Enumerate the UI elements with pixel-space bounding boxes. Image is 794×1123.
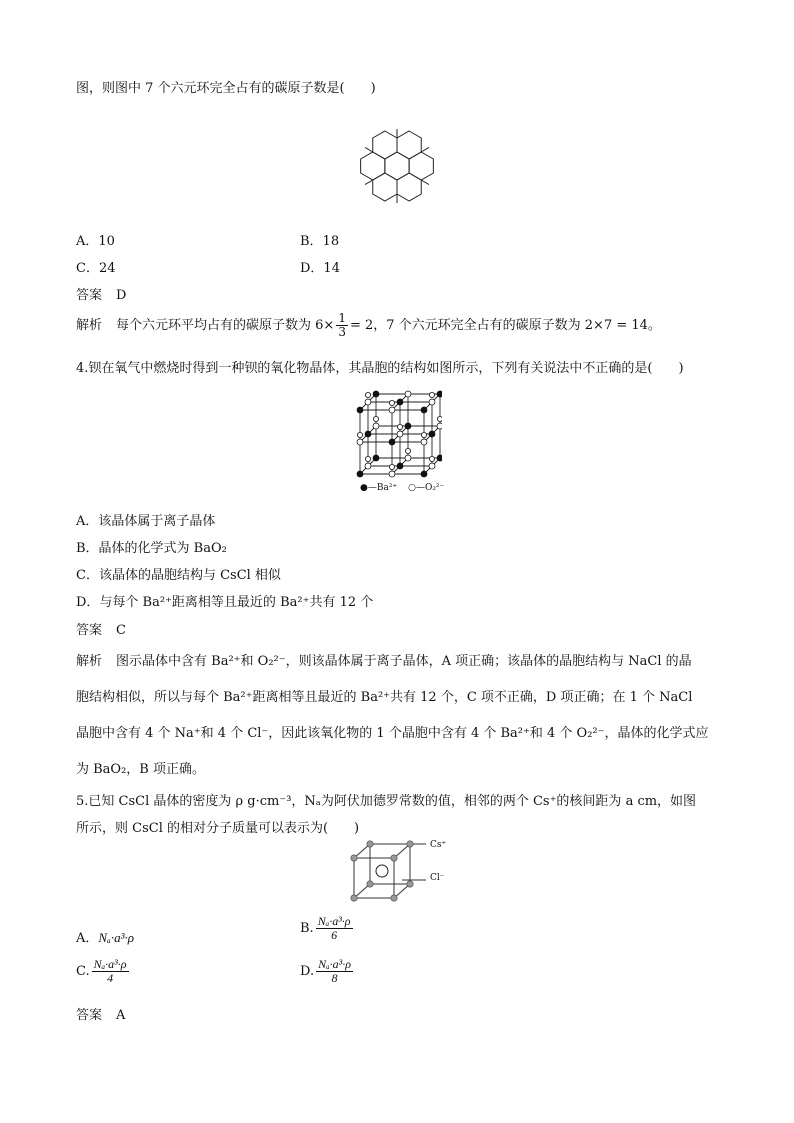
hexagon-ring <box>373 173 397 201</box>
q3-option-b: B．18 <box>300 234 340 249</box>
option-b-denominator: 6 <box>331 928 338 942</box>
q4-analysis-line-4: 为 BaO₂，B 项正确。 <box>76 762 205 777</box>
ba-ion <box>437 455 442 461</box>
option-c-fraction <box>92 958 129 985</box>
q4-option-c: C．该晶体的晶胞结构与 CsCl 相似 <box>76 568 281 583</box>
option-b-numerator: Nₐ·a³·ρ <box>317 914 351 928</box>
peroxide-ion-pair <box>365 456 370 461</box>
option-d-fraction <box>316 958 353 985</box>
peroxide-ion <box>429 463 435 469</box>
q5-answer-value: A <box>116 1008 126 1023</box>
q3-analysis-pre: 每个六元环平均占有的碳原子数为 6× <box>116 318 335 333</box>
option-d-numerator: Nₐ·a³·ρ <box>318 957 351 971</box>
q3-analysis-fraction <box>336 312 348 339</box>
q4-analysis-line-1 <box>76 650 692 669</box>
q5-option-d <box>300 958 355 985</box>
peroxide-ion-pair <box>405 448 410 453</box>
o2-ion-legend-icon: ○ <box>408 483 416 493</box>
ba-ion <box>373 455 379 461</box>
hexagon-ring <box>397 131 421 159</box>
peroxide-ion-pair <box>389 400 394 405</box>
q4-option-b: B．晶体的化学式为 BaO₂ <box>76 541 227 556</box>
option-a-prefix: A． <box>76 931 99 946</box>
hexagon-ring <box>361 152 385 180</box>
graphene-hexagon-figure <box>336 110 458 222</box>
q4-analysis-line-2: 胞结构相似，所以与每个 Ba²⁺距离相等且最近的 Ba²⁺共有 12 个，C 项不正确，D 项正确；在 1 个 NaCl <box>76 690 693 705</box>
o2-ion-legend-label: —O₂²⁻ <box>415 483 445 493</box>
q3-answer <box>76 284 126 303</box>
ba-ion <box>357 471 363 477</box>
q5-option-b <box>300 915 355 942</box>
ba-ion <box>357 407 363 413</box>
hexagon-ring <box>397 173 421 201</box>
peroxide-ion <box>357 439 363 445</box>
q3-option-d: D．14 <box>300 261 340 276</box>
q3-option-a: A．10 <box>76 234 115 249</box>
ba-ion <box>397 399 403 405</box>
fraction-numerator: 1 <box>338 311 346 325</box>
peroxide-ion <box>437 423 442 429</box>
hexagon-ring <box>409 152 433 180</box>
peroxide-ion <box>421 439 427 445</box>
peroxide-ion-pair <box>437 416 442 421</box>
peroxide-ion <box>389 407 395 413</box>
ba-ion <box>365 431 371 437</box>
cl-ion-label: Cl⁻ <box>430 873 445 883</box>
peroxide-ion <box>365 463 371 469</box>
q5-stem-line-1: 5.已知 CsCl 晶体的密度为 ρ g·cm⁻³，Nₐ为阿伏加德罗常数的值，相邻的两个 Cs⁺的核间距为 a cm，如图 <box>76 794 697 809</box>
ba-ion-legend-label: —Ba²⁺ <box>367 483 398 493</box>
peroxide-ion <box>405 455 411 461</box>
q3-answer-value: D <box>116 288 127 303</box>
ba-ion <box>373 391 379 397</box>
ba-ion <box>429 431 435 437</box>
q4-analysis-line-3: 晶胞中含有 4 个 Na⁺和 4 个 Cl⁻，因此该氧化物的 1 个晶胞中含有 4 个 Ba²⁺和 4 个 O₂²⁻，晶体的化学式应 <box>76 726 709 741</box>
peroxide-ion <box>365 399 371 405</box>
q5-option-a <box>76 927 134 946</box>
q4-answer-value: C <box>116 623 126 638</box>
peroxide-ion-pair <box>357 432 362 437</box>
ba-ion <box>421 471 427 477</box>
q3-analysis-post: = 2，7 个六元环完全占有的碳原子数为 2×7 = 14。 <box>349 318 661 333</box>
peroxide-ion <box>405 391 411 397</box>
peroxide-ion <box>389 471 395 477</box>
q5-stem-line-2: 所示，则 CsCl 的相对分子质量可以表示为( ) <box>76 821 360 836</box>
option-d-denominator: 8 <box>331 971 338 985</box>
peroxide-ion-pair <box>421 432 426 437</box>
option-b-prefix: B. <box>300 921 314 936</box>
peroxide-ion <box>397 431 403 437</box>
hexagon-ring <box>385 152 409 180</box>
ba-ion-legend-icon: ● <box>360 483 368 493</box>
ba-ion <box>405 423 411 429</box>
option-c-denominator: 4 <box>107 971 114 985</box>
peroxide-ion-pair <box>429 456 434 461</box>
q4-answer <box>76 619 126 638</box>
fraction-denominator: 3 <box>338 325 346 339</box>
hexagon-ring <box>373 131 397 159</box>
q4-analysis-text-1: 图示晶体中含有 Ba²⁺和 O₂²⁻，则该晶体属于离子晶体，A 项正确；该晶体的晶胞结构与 NaCl 的晶 <box>116 654 692 669</box>
carbon-bond-stub <box>365 180 373 185</box>
q4-answer-label: 答案 <box>76 623 103 638</box>
ba-ion <box>389 439 395 445</box>
q4-stem: 4.钡在氧气中燃烧时得到一种钡的氧化物晶体，其晶胞的结构如图所示，下列有关说法中不正确的是( ) <box>76 361 684 376</box>
bao2-unit-cell-figure <box>352 390 445 494</box>
peroxide-ion-pair <box>389 464 394 469</box>
cl-ion <box>376 865 388 877</box>
option-a-expression: Nₐ·a³·ρ <box>98 930 135 945</box>
q5-answer-label: 答案 <box>76 1008 103 1023</box>
peroxide-ion-pair <box>373 416 378 421</box>
option-c-prefix: C. <box>76 964 90 979</box>
q3-analysis-label: 解析 <box>76 318 103 333</box>
q4-option-a: A．该晶体属于离子晶体 <box>76 514 216 529</box>
option-c-numerator: Nₐ·a³·ρ <box>93 957 127 971</box>
option-d-prefix: D. <box>300 964 315 979</box>
option-b-fraction <box>316 915 353 942</box>
q3-option-c: C．24 <box>76 261 116 276</box>
q4-analysis-label: 解析 <box>76 654 103 669</box>
q3-analysis <box>76 312 661 339</box>
q4-option-d: D．与每个 Ba²⁺距离相等且最近的 Ba²⁺共有 12 个 <box>76 595 374 610</box>
carbon-bond-stub <box>421 147 429 152</box>
cs-ion-label: Cs⁺ <box>430 840 447 850</box>
peroxide-ion-pair <box>397 424 402 429</box>
peroxide-ion <box>373 423 379 429</box>
peroxide-ion-pair <box>365 392 370 397</box>
peroxide-ion <box>429 399 435 405</box>
ba-ion <box>397 463 403 469</box>
cscl-cell-edges <box>354 844 426 898</box>
bao2-legend <box>360 483 444 493</box>
ba-ion <box>437 391 442 397</box>
q3-answer-label: 答案 <box>76 288 103 303</box>
peroxide-ion-pair <box>429 392 434 397</box>
carbon-bond-stub <box>421 180 429 185</box>
carbon-bond-stub <box>365 147 373 152</box>
q3-stem: 图，则图中 7 个六元环完全占有的碳原子数是( ) <box>76 81 376 96</box>
ba-ion <box>421 407 427 413</box>
q5-option-c <box>76 958 131 985</box>
q5-answer <box>76 1004 125 1023</box>
hexagon-rings <box>361 129 434 203</box>
